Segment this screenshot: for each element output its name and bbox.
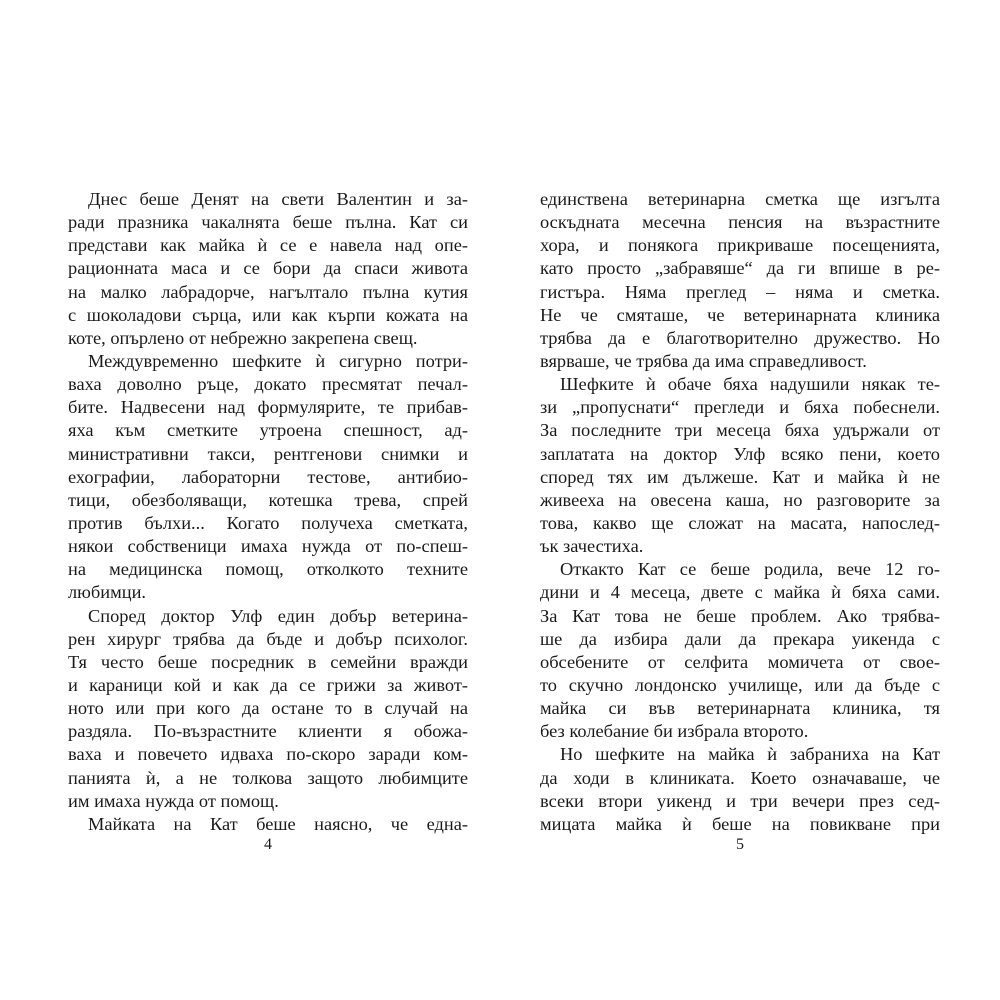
text-line: живееха на овесена каша, но разговорите за — [540, 489, 940, 510]
text-line: на медицинска помощ, отколкото техните — [68, 559, 468, 580]
text-line: на малко лабрадорче, нагълтало пълна кутия — [68, 281, 468, 302]
text-line: дини и 4 месеца, двете с майка ѝ бяха сами. — [540, 582, 940, 603]
text-line: Не че смяташе, че ветеринарната клиника — [540, 304, 940, 325]
left-page — [68, 0, 468, 1000]
page-number: 4 — [264, 836, 272, 853]
text-line: коте, опърлено от небрежно закрепена свещ. — [68, 327, 418, 348]
text-line: ехографии, лабораторни тестове, антибио- — [68, 466, 468, 487]
text-line: с шоколадови сърца, или как кърпи кожата на — [68, 304, 468, 325]
text-line: Междувременно шефките ѝ сигурно потри- — [88, 350, 468, 371]
text-line: това, какво ще сложат на масата, напослед- — [540, 512, 940, 533]
page-number: 5 — [736, 836, 744, 853]
text-line: рационната маса и се бори да спаси живота — [68, 258, 468, 279]
text-line: заплатата на доктор Улф всяко пени, което — [540, 443, 940, 464]
text-line: любимци. — [68, 582, 147, 603]
text-line: и караници кой и как да се грижи за живот- — [68, 674, 468, 695]
text-line: ради празника чакалнята беше пълна. Кат си — [68, 212, 468, 233]
text-line: рен хирург трябва да бъде и добър психолог. — [68, 628, 468, 649]
text-line: Тя често беше посредник в семейни вражди — [68, 651, 468, 672]
text-line: ше да избира дали да прекара уикенда с — [540, 628, 940, 649]
text-line: оскъдната месечна пенсия на възрастните — [540, 212, 940, 233]
text-line: министративни такси, рентгенови снимки и — [68, 443, 468, 464]
text-line: панията ѝ, а не толкова защото любимците — [68, 767, 468, 788]
text-line: като просто „забравяше“ да ги впише в ре- — [540, 258, 940, 279]
text-line: някои собственици имаха нужда от по-спеш- — [68, 536, 468, 557]
text-line: зи „пропуснати“ прегледи и бяха побеснели. — [540, 397, 940, 418]
right-page-text — [540, 188, 940, 836]
text-line: яха към сметките утроена спешност, ад- — [68, 420, 468, 441]
text-line: раздяла. По-възрастните клиенти я обожа- — [68, 721, 468, 742]
text-line: вярваше, че трябва да има справедливост. — [540, 350, 867, 371]
text-line: тици, обезболяващи, котешка трева, спрей — [68, 489, 468, 510]
text-line: мицата майка ѝ беше на повикване при — [540, 813, 940, 834]
text-line: Шефките ѝ обаче бяха надушили някак те- — [560, 374, 940, 395]
left-page-text — [68, 188, 468, 836]
text-line: Според доктор Улф един добър ветерина- — [88, 605, 468, 626]
text-line: трябва да е благотворително дружество. Но — [540, 327, 940, 348]
text-line: обсебените от селфита момичета от свое- — [540, 651, 940, 672]
text-line: представи как майка ѝ се е навела над опе- — [68, 235, 468, 256]
text-line: против бълхи... Когато получеха сметката, — [68, 512, 468, 533]
right-page — [540, 0, 940, 1000]
text-line: За Кат това не беше проблем. Ако трябва- — [540, 605, 940, 626]
text-line: Майката на Кат беше наясно, че една- — [88, 813, 468, 834]
text-line: ното или при кого да остане то в случай на — [68, 698, 468, 719]
text-line: ваха и повечето идваха по-скоро заради ком- — [68, 744, 468, 765]
text-line: ък зачестиха. — [540, 536, 644, 557]
text-line: гистъра. Няма преглед – няма и сметка. — [540, 281, 940, 302]
text-line: Но шефките на майка ѝ забраниха на Кат — [560, 744, 940, 765]
text-line: според тях им дължеше. Кат и майка ѝ не — [540, 466, 940, 487]
text-line: единствена ветеринарна сметка ще изгълта — [540, 189, 940, 209]
text-line: бите. Надвесени над формулярите, те прибав- — [68, 397, 468, 418]
text-line: Откакто Кат се беше родила, вече 12 го- — [560, 559, 940, 580]
text-line: майка си във ветеринарната клиника, тя — [540, 698, 940, 719]
text-line: да ходи в клиниката. Което означаваше, че — [540, 767, 940, 788]
text-line: хора, и понякога прикриваше посещенията, — [540, 235, 940, 256]
text-line: Днес беше Денят на свети Валентин и за- — [88, 189, 468, 209]
text-line: За последните три месеца бяха удържали от — [540, 420, 940, 441]
text-line: без колебание би избрала второто. — [540, 721, 809, 742]
text-line: ваха доволно ръце, докато пресмятат печал- — [68, 374, 468, 395]
text-line: им имаха нужда от помощ. — [68, 790, 279, 811]
text-line: всеки втори уикенд и три вечери през сед- — [540, 790, 940, 811]
text-line: то скучно лондонско училище, или да бъде с — [540, 674, 940, 695]
